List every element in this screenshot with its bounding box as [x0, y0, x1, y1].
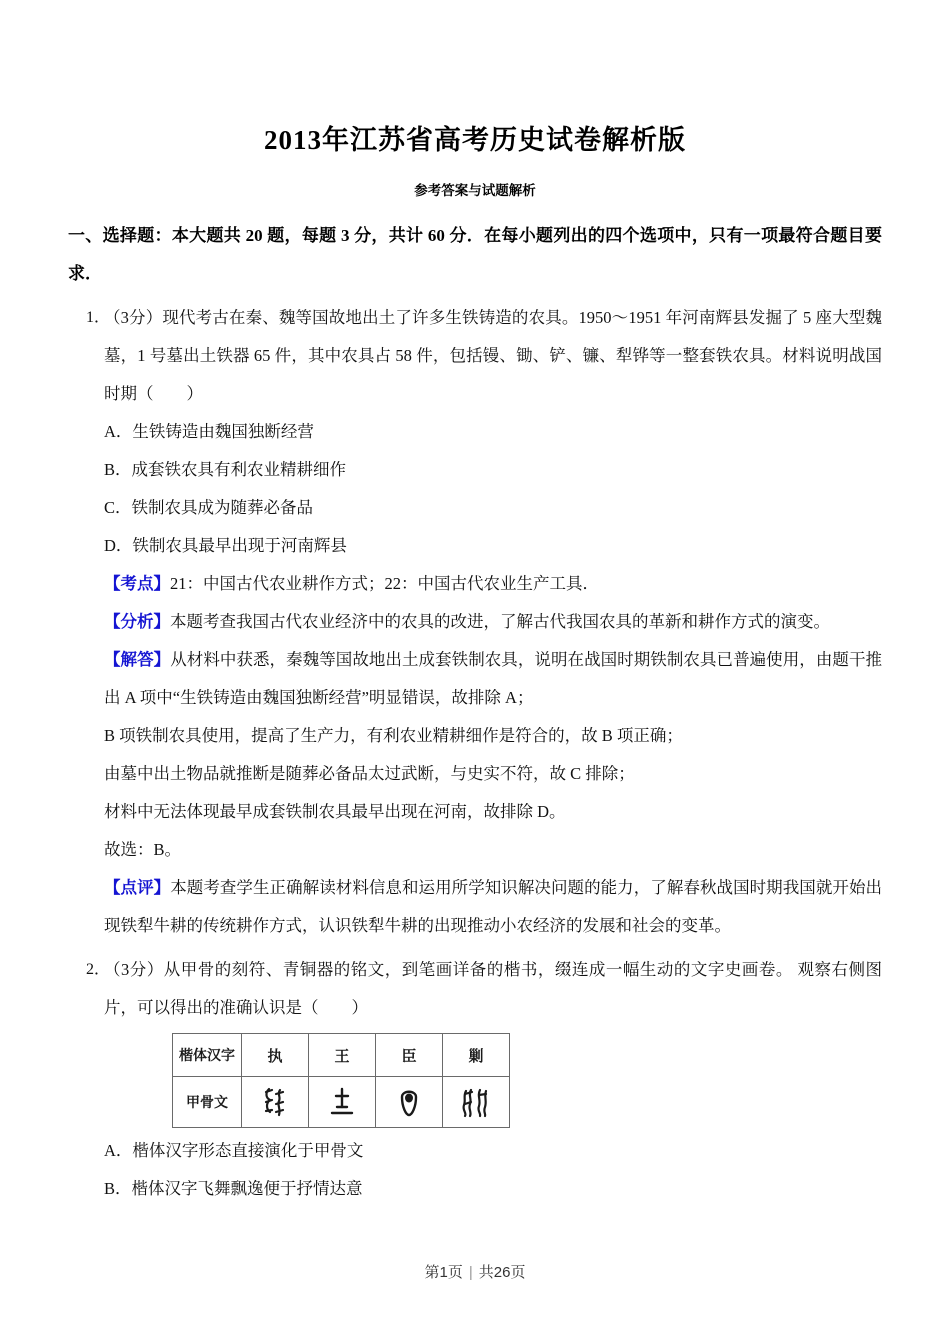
- option-key: B．: [104, 1179, 132, 1198]
- option-text: 铁制农具成为随葬必备品: [131, 498, 314, 517]
- question-1-jieda-line-4: 材料中无法体现最早成套铁制农具最早出现在河南，故排除 D。: [104, 802, 566, 821]
- question-1-fenxi: [68, 603, 882, 641]
- oracle-glyph-wang-icon: [309, 1077, 376, 1128]
- option-key: D．: [104, 536, 133, 555]
- jieda-label: 【解答】: [104, 650, 171, 669]
- page-footer: [0, 1261, 950, 1282]
- question-1-stem: （3分）现代考古在秦、魏等国故地出土了许多生铁铸造的农具。1950～1951 年河南辉县发掘了 5 座大型魏墓，1 号墓出土铁器 65 件，其中农具占 58 件，包括镘、锄、铲、镰、犁铧等一整套铁农具。材料说明战国时期（ ）: [104, 308, 882, 403]
- question-1-number: 1．: [86, 309, 111, 326]
- oracle-glyph-jiao-icon: [443, 1077, 510, 1128]
- section-heading: 一、选择题：本大题共 20 题，每题 3 分，共计 60 分．在每小题列出的四个选项中，只有一项最符合题目要求．: [68, 226, 882, 283]
- footer-current-page: 第1页: [424, 1264, 463, 1281]
- question-1-jieda-line-3: 由墓中出土物品就推断是随葬必备品太过武断，与史实不符，故 C 排除；: [104, 764, 635, 783]
- option-text: 楷体汉字形态直接演化于甲骨文: [132, 1141, 364, 1160]
- question-1-jieda: [68, 641, 882, 717]
- dianping-text: 本题考查学生正确解读材料信息和运用所学知识解决问题的能力，了解春秋战国时期我国就开始出现铁犁牛耕的传统耕作方式，认识铁犁牛耕的出现推动小农经济的发展和社会的变革。: [104, 878, 883, 935]
- option-text: 成套铁农具有利农业精耕细作: [131, 460, 347, 479]
- question-2-stem-line: [68, 951, 882, 1027]
- option-key: A．: [104, 1141, 133, 1160]
- option-key: A．: [104, 422, 133, 441]
- fenxi-label: 【分析】: [104, 612, 170, 631]
- question-1-jieda-line-2: B 项铁制农具使用，提高了生产力，有利农业精耕细作是符合的，故 B 项正确；: [104, 726, 683, 745]
- page-subtitle: 参考答案与试题解析: [414, 183, 536, 198]
- option-key: C．: [104, 498, 132, 517]
- question-1-option-b[interactable]: [68, 451, 882, 489]
- oracle-glyph-chen-icon: [376, 1077, 443, 1128]
- fenxi-text: 本题考查我国古代农业经济中的农具的改进，了解古代我国农具的革新和耕作方式的演变。: [170, 612, 830, 631]
- option-text: 生铁铸造由魏国独断经营: [132, 422, 314, 441]
- oracle-glyph-zhi-icon: [242, 1077, 309, 1128]
- question-2: [68, 945, 882, 1208]
- question-2-stem: （3分）从甲骨的刻符、青铜器的铭文，到笔画详备的楷书，缀连成一幅生动的文字史画卷。 观察右侧图片，可以得出的准确认识是（ ）: [104, 960, 882, 1017]
- question-1: [68, 293, 882, 945]
- question-1-option-c[interactable]: [68, 489, 882, 527]
- question-1-option-d[interactable]: [68, 527, 882, 565]
- row-label-oracle: 甲骨文: [173, 1077, 242, 1128]
- kaishu-char-2: 王: [309, 1034, 376, 1077]
- option-text: 楷体汉字飞舞飘逸便于抒情达意: [131, 1179, 363, 1198]
- table-row: [173, 1077, 510, 1128]
- option-key: B．: [104, 460, 132, 479]
- question-2-option-b[interactable]: [68, 1170, 882, 1208]
- page-title: 2013年江苏省高考历史试卷解析版: [264, 125, 686, 155]
- footer-separator: |: [468, 1264, 473, 1281]
- kaishu-char-3: 臣: [376, 1034, 443, 1077]
- question-2-option-a[interactable]: [68, 1132, 882, 1170]
- question-1-option-a[interactable]: [68, 413, 882, 451]
- kaodian-text: 21：中国古代农业耕作方式；22：中国古代农业生产工具．: [170, 574, 599, 593]
- jieda-text: 从材料中获悉，秦魏等国故地出土成套铁制农具，说明在战国时期铁制农具已普遍使用，由题干推出 A 项中“生铁铸造由魏国独断经营”明显错误，故排除 A；: [104, 650, 883, 707]
- dianping-label: 【点评】: [104, 878, 171, 897]
- oracle-script-table: [172, 1033, 510, 1128]
- question-1-kaodian: [68, 565, 882, 603]
- question-2-figure: [68, 1027, 882, 1132]
- kaishu-char-1: 执: [242, 1034, 309, 1077]
- footer-total-pages: 共26页: [478, 1264, 526, 1281]
- question-1-answer: 故选：B。: [104, 840, 182, 859]
- kaodian-label: 【考点】: [104, 574, 170, 593]
- question-1-dianping: [68, 869, 882, 945]
- kaishu-char-4: 剿: [443, 1034, 510, 1077]
- table-row: [173, 1034, 510, 1077]
- question-2-number: 2．: [86, 961, 111, 978]
- row-label-kaishu: 楷体汉字: [173, 1034, 242, 1077]
- question-1-stem-line: [68, 299, 882, 413]
- option-text: 铁制农具最早出现于河南辉县: [132, 536, 347, 555]
